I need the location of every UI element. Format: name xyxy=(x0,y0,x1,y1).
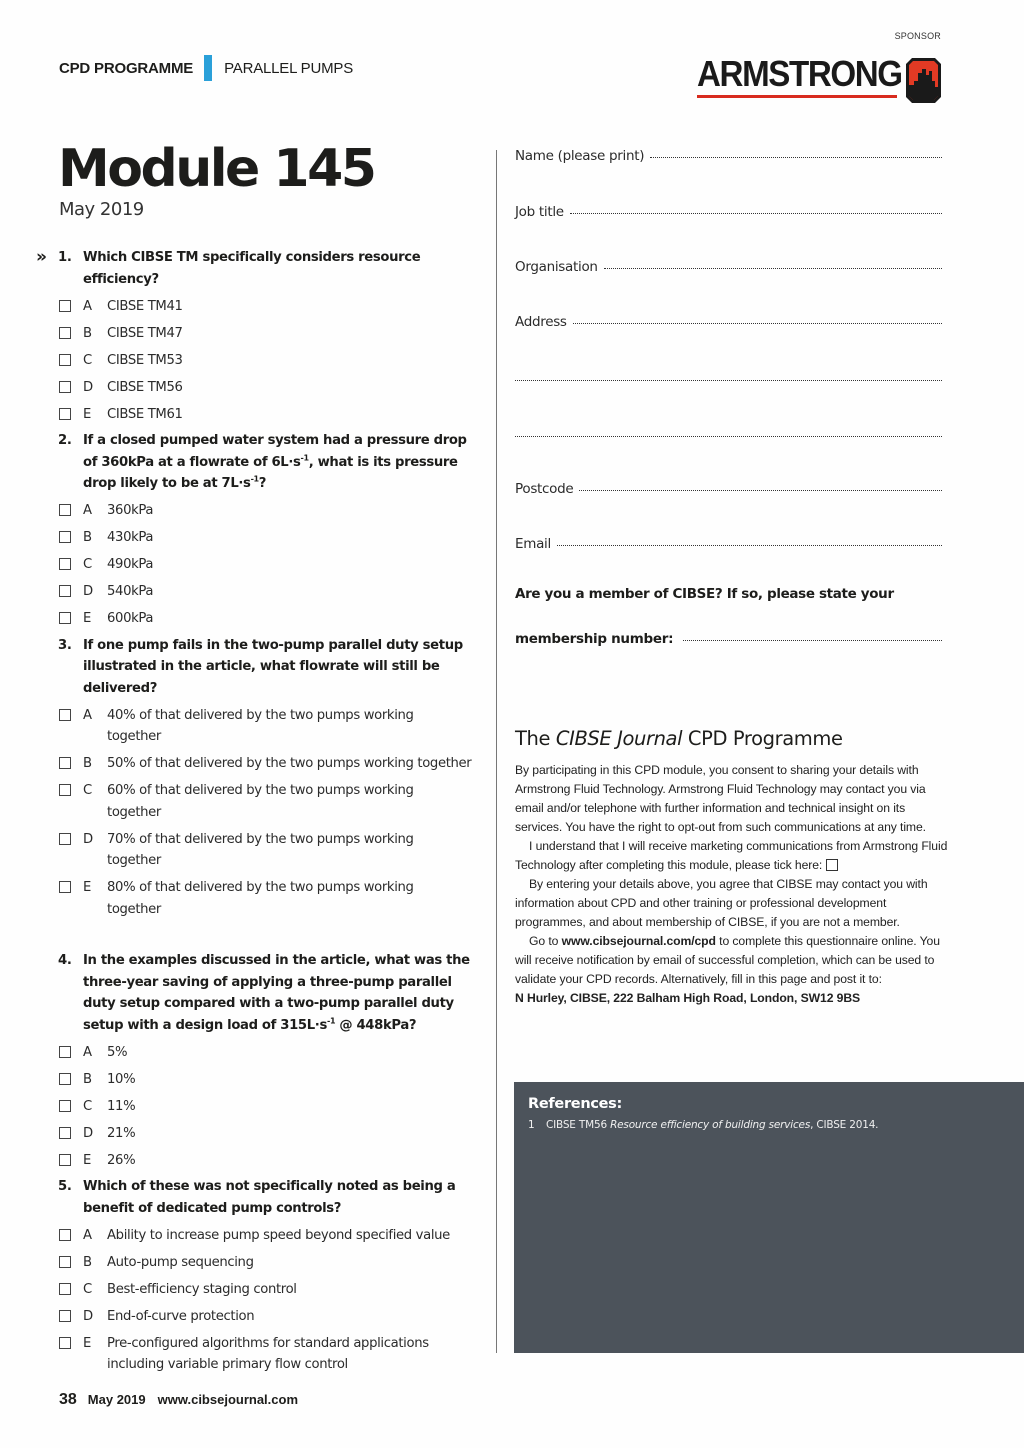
marketing-opt-in-checkbox[interactable] xyxy=(826,859,838,871)
question-text-b: @ 448kPa? xyxy=(335,1017,417,1033)
option-letter: B xyxy=(83,325,92,341)
option-letter: D xyxy=(83,1125,93,1141)
membership-number-input-line[interactable] xyxy=(683,640,942,641)
option-letter: A xyxy=(83,503,92,518)
heading-pre: The xyxy=(515,727,556,750)
option-5a[interactable] xyxy=(58,1225,483,1247)
option-letter: A xyxy=(83,298,92,314)
option-text: 11% xyxy=(107,1098,136,1114)
question-number: 2. xyxy=(58,433,72,448)
address-field[interactable] xyxy=(515,314,942,330)
option-letter: E xyxy=(83,880,91,895)
job-title-input-line[interactable] xyxy=(570,213,942,214)
option-1e[interactable] xyxy=(58,404,483,426)
checkbox[interactable] xyxy=(59,1229,71,1241)
page-footer xyxy=(59,1391,298,1409)
checkbox[interactable] xyxy=(59,1127,71,1139)
sponsor-logo-underline xyxy=(697,95,897,98)
footer-date: May 2019 xyxy=(87,1392,146,1407)
checkbox[interactable] xyxy=(59,881,71,893)
option-letter: D xyxy=(83,379,93,395)
option-text: 600kPa xyxy=(107,611,154,626)
question-text: Which of these was not specifically noted as being a benefit of dedicated pump controls? xyxy=(83,1179,456,1216)
superscript: -1 xyxy=(326,1016,336,1026)
heading-journal-name: CIBSE Journal xyxy=(555,727,683,750)
checkbox[interactable] xyxy=(59,1046,71,1058)
checkbox[interactable] xyxy=(59,612,71,624)
question-4 xyxy=(58,950,483,1036)
option-text: 40% of that delivered by the two pumps working together xyxy=(107,707,414,744)
option-letter: A xyxy=(83,1227,92,1243)
address-input-line-2[interactable] xyxy=(515,380,942,381)
option-2e[interactable] xyxy=(58,608,483,630)
checkbox[interactable] xyxy=(59,408,71,420)
option-2c[interactable] xyxy=(58,554,483,576)
postcode-input-line[interactable] xyxy=(579,490,942,491)
option-letter: E xyxy=(83,1335,91,1351)
checkbox[interactable] xyxy=(59,1310,71,1322)
cpd-website-link[interactable]: www.cibsejournal.com/cpd xyxy=(561,934,716,948)
sponsor-logo xyxy=(697,53,920,94)
option-4e[interactable] xyxy=(58,1150,483,1172)
membership-question: Are you a member of CIBSE? If so, please state your xyxy=(515,586,894,602)
option-letter: E xyxy=(83,406,91,422)
option-3c[interactable] xyxy=(58,780,483,823)
option-letter: A xyxy=(83,1044,92,1060)
checkbox[interactable] xyxy=(59,585,71,597)
option-text: 540kPa xyxy=(107,584,154,599)
postcode-field[interactable] xyxy=(515,481,942,497)
questions-column xyxy=(36,247,483,1376)
checkbox[interactable] xyxy=(59,709,71,721)
address-line-2[interactable] xyxy=(515,368,942,386)
option-2a[interactable] xyxy=(58,500,483,522)
option-text: Auto-pump sequencing xyxy=(107,1254,254,1270)
option-letter: C xyxy=(83,1281,92,1297)
question-5 xyxy=(58,1176,483,1219)
option-text: End-of-curve protection xyxy=(107,1308,255,1324)
option-text: 5% xyxy=(107,1044,128,1060)
option-letter: C xyxy=(83,557,92,572)
option-text: 26% xyxy=(107,1152,136,1168)
references-panel xyxy=(514,1082,1024,1353)
double-chevron-right-icon: » xyxy=(36,247,47,267)
membership-number-field[interactable] xyxy=(515,631,942,647)
organisation-field[interactable] xyxy=(515,259,942,275)
checkbox[interactable] xyxy=(59,558,71,570)
question-number: 3. xyxy=(58,637,72,653)
footer-url: www.cibsejournal.com xyxy=(157,1392,299,1407)
option-letter: C xyxy=(83,1098,92,1114)
reference-publisher: , CIBSE 2014. xyxy=(810,1119,879,1131)
online-text-pre: Go to xyxy=(529,934,562,948)
option-letter: B xyxy=(83,1071,92,1087)
option-5c[interactable] xyxy=(58,1279,483,1301)
checkbox[interactable] xyxy=(59,531,71,543)
option-text: 21% xyxy=(107,1125,136,1141)
option-letter: E xyxy=(83,1152,91,1168)
option-1c[interactable] xyxy=(58,350,483,372)
email-label: Email xyxy=(515,536,551,552)
option-text: 490kPa xyxy=(107,557,154,572)
online-text-post: to complete this questionnaire online. You will receive notification by email of successful completion, which can be used to validate your CPD records. Alternatively, fill in this page and post it to: xyxy=(515,934,940,986)
option-text: 60% of that delivered by the two pumps working together xyxy=(107,783,414,820)
option-3b[interactable] xyxy=(58,753,483,775)
option-text: CIBSE TM56 xyxy=(107,379,183,395)
postcode-label: Postcode xyxy=(515,481,574,497)
option-3a[interactable] xyxy=(58,705,483,748)
option-letter: E xyxy=(83,611,91,626)
option-text: Best-efficiency staging control xyxy=(107,1281,297,1297)
superscript: -1 xyxy=(250,474,259,484)
checkbox[interactable] xyxy=(59,757,71,769)
checkbox[interactable] xyxy=(59,1283,71,1295)
job-title-label: Job title xyxy=(515,204,564,220)
checkbox[interactable] xyxy=(59,833,71,845)
option-text: CIBSE TM41 xyxy=(107,298,183,314)
checkbox[interactable] xyxy=(59,1073,71,1085)
header-accent-bar xyxy=(204,55,212,81)
column-divider xyxy=(496,150,497,1353)
option-5b[interactable] xyxy=(58,1252,483,1274)
reference-item xyxy=(528,1119,1010,1131)
option-5e[interactable] xyxy=(58,1333,483,1376)
name-field[interactable] xyxy=(515,148,942,164)
consent-paragraph: By participating in this CPD module, you consent to sharing your details with Armstrong Fluid Technology. Armstrong Fluid Technology may contact you via email and/or telephone with further information and technical insight on its services. You have the right to opt-out from such communications at any time. xyxy=(515,763,926,834)
option-letter: B xyxy=(83,530,92,545)
option-text: CIBSE TM53 xyxy=(107,352,183,368)
reference-number: 1 xyxy=(528,1119,535,1131)
question-text-b: , what is its pressure drop likely to be at 7L·s xyxy=(83,454,458,491)
option-3d[interactable] xyxy=(58,829,483,872)
checkbox[interactable] xyxy=(59,327,71,339)
option-text: Pre-configured algorithms for standard applications including variable primary flow control xyxy=(107,1335,429,1372)
option-4b[interactable] xyxy=(58,1069,483,1091)
checkbox[interactable] xyxy=(59,504,71,516)
heading-post: CPD Programme xyxy=(682,727,843,750)
section-header xyxy=(59,55,353,81)
question-1 xyxy=(36,247,483,290)
checkbox[interactable] xyxy=(59,1100,71,1112)
option-text: 70% of that delivered by the two pumps working together xyxy=(107,831,414,868)
marketing-text: I understand that I will receive marketing communications from Armstrong Fluid Technology after completing this module, please tick here: xyxy=(515,839,948,872)
membership-number-label: membership number: xyxy=(515,631,674,647)
option-letter: A xyxy=(83,707,92,723)
option-2d[interactable] xyxy=(58,581,483,603)
contact-paragraph: By entering your details above, you agree that CIBSE may contact you with information about CPD and other training or professional development programmes, and about membership of CIBSE, if you are not a member. xyxy=(515,877,928,929)
question-text: Which CIBSE TM specifically considers resource efficiency? xyxy=(83,250,421,287)
option-2b[interactable] xyxy=(58,527,483,549)
references-heading: References: xyxy=(528,1096,623,1112)
job-title-field[interactable] xyxy=(515,204,942,220)
address-label: Address xyxy=(515,314,567,330)
address-line-3[interactable] xyxy=(515,424,942,442)
reference-code: CIBSE TM56 xyxy=(546,1119,611,1131)
page-number: 38 xyxy=(59,1391,77,1408)
module-date: May 2019 xyxy=(59,199,144,220)
question-text-a: If a closed pumped water system had a pressure drop of 360kPa at a flowrate of 6L·s xyxy=(83,433,467,470)
option-text: 430kPa xyxy=(107,530,154,545)
programme-label: CPD PROGRAMME xyxy=(59,59,194,77)
option-letter: C xyxy=(83,783,92,798)
question-text-a: In the examples discussed in the article, what was the three-year saving of applying a three-pump parallel duty setup compared with a two-pump parallel duty setup with a design load of 315L·s xyxy=(83,953,470,1033)
cpd-programme-body xyxy=(515,761,951,1008)
option-text: 10% xyxy=(107,1071,136,1087)
postal-address-text: N Hurley, CIBSE, 222 Balham High Road, London, SW12 9BS xyxy=(515,991,861,1005)
option-4c[interactable] xyxy=(58,1096,483,1118)
option-text: CIBSE TM47 xyxy=(107,325,183,341)
question-number: 5. xyxy=(58,1179,72,1194)
checkbox[interactable] xyxy=(59,1256,71,1268)
sponsor-label: SPONSOR xyxy=(894,31,941,41)
email-input-line[interactable] xyxy=(557,545,942,546)
checkbox[interactable] xyxy=(59,381,71,393)
option-letter: B xyxy=(83,1254,92,1270)
checkbox[interactable] xyxy=(59,784,71,796)
checkbox[interactable] xyxy=(59,300,71,312)
sponsor-logo-text: ARMSTRONG xyxy=(697,53,902,94)
option-letter: B xyxy=(83,756,92,771)
option-text: 80% of that delivered by the two pumps working together xyxy=(107,880,414,917)
option-text: 360kPa xyxy=(107,503,154,518)
option-1d[interactable] xyxy=(58,377,483,399)
postal-address xyxy=(515,989,951,1008)
armstrong-building-icon xyxy=(905,57,942,104)
checkbox[interactable] xyxy=(59,354,71,366)
superscript: -1 xyxy=(300,453,309,463)
option-4d[interactable] xyxy=(58,1123,483,1145)
address-input-line[interactable] xyxy=(573,323,942,324)
option-text: CIBSE TM61 xyxy=(107,406,183,422)
marketing-paragraph xyxy=(515,837,951,875)
option-1a[interactable] xyxy=(58,296,483,318)
email-field[interactable] xyxy=(515,536,942,552)
organisation-label: Organisation xyxy=(515,259,598,275)
question-number: 1. xyxy=(58,250,72,265)
option-letter: D xyxy=(83,1308,93,1324)
cpd-programme-heading xyxy=(515,727,843,750)
question-3 xyxy=(58,635,483,700)
option-1b[interactable] xyxy=(58,323,483,345)
option-5d[interactable] xyxy=(58,1306,483,1328)
option-text: Ability to increase pump speed beyond specified value xyxy=(107,1227,450,1243)
checkbox[interactable] xyxy=(59,1337,71,1349)
option-text: 50% of that delivered by the two pumps working together xyxy=(107,756,472,771)
question-text: If one pump fails in the two-pump parallel duty setup illustrated in the article, what flowrate will still be delivered? xyxy=(83,637,463,696)
question-2 xyxy=(58,430,483,495)
name-input-line[interactable] xyxy=(650,157,942,158)
online-paragraph xyxy=(515,932,951,989)
reference-title: Resource efficiency of building services xyxy=(610,1119,811,1131)
option-letter: C xyxy=(83,352,92,368)
organisation-input-line[interactable] xyxy=(604,268,942,269)
address-input-line-3[interactable] xyxy=(515,436,942,437)
topic-label: PARALLEL PUMPS xyxy=(224,59,353,77)
module-title: Module 145 xyxy=(58,139,375,199)
option-4a[interactable] xyxy=(58,1042,483,1064)
option-letter: D xyxy=(83,584,93,599)
checkbox[interactable] xyxy=(59,1154,71,1166)
question-text-c: ? xyxy=(258,476,267,491)
name-label: Name (please print) xyxy=(515,148,645,164)
question-number: 4. xyxy=(58,953,72,968)
option-3e[interactable] xyxy=(58,877,483,920)
option-letter: D xyxy=(83,831,93,847)
